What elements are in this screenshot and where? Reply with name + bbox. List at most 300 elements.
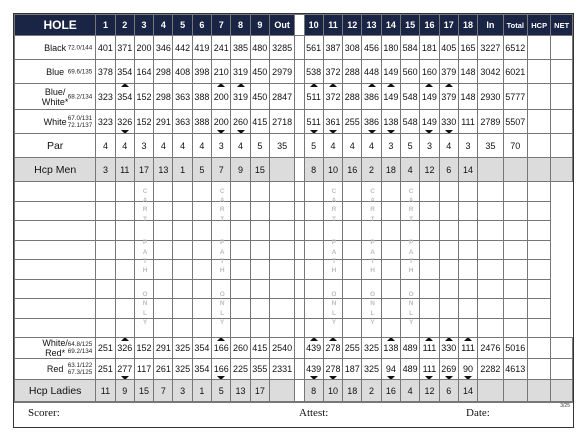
score-entry-field[interactable] [231, 240, 250, 260]
grand-total: 4613 [503, 359, 527, 380]
footer-divider [14, 401, 573, 402]
player-score-row [15, 240, 573, 260]
yardage-value: 439 [306, 364, 322, 374]
yardage-value: 386 [364, 116, 380, 127]
down-arrow-icon [310, 130, 318, 134]
yardage-cell [401, 338, 420, 359]
yardage-value: 278 [325, 364, 341, 374]
score-entry-field[interactable] [420, 260, 439, 280]
score-entry-field[interactable] [343, 279, 362, 299]
score-entry-field[interactable] [231, 318, 250, 338]
score-entry-field[interactable] [269, 279, 294, 299]
score-entry-field[interactable] [115, 299, 134, 319]
gap-cell [295, 134, 304, 158]
yardage-cell [439, 338, 458, 359]
cart-path-word: P A T H [219, 239, 225, 275]
yardage-value: 398 [194, 66, 210, 77]
score-entry-field[interactable] [381, 318, 400, 338]
score-entry-field[interactable] [96, 201, 115, 221]
score-entry-field[interactable] [343, 221, 362, 241]
yardage-value: 361 [325, 116, 341, 127]
score-entry-field[interactable] [269, 299, 294, 319]
out-total: 2331 [269, 359, 294, 380]
yardage-value: 330 [441, 116, 457, 127]
score-entry-field[interactable] [343, 201, 362, 221]
score-entry-field[interactable] [192, 260, 211, 280]
yardage-cell [323, 36, 342, 60]
score-entry-field[interactable] [503, 201, 527, 221]
score-entry-field[interactable] [154, 279, 173, 299]
score-entry-field[interactable] [527, 240, 550, 260]
tee-row [15, 84, 573, 110]
grand-total: 6512 [503, 36, 527, 60]
value-cell: 4 [323, 134, 342, 158]
hcp-cell [527, 158, 550, 182]
down-arrow-icon [329, 130, 337, 134]
score-entry-field[interactable] [231, 299, 250, 319]
score-entry-field[interactable] [173, 260, 192, 280]
value-cell: 14 [458, 380, 477, 403]
up-arrow-icon [217, 338, 225, 342]
up-arrow-icon [425, 338, 433, 342]
score-entry-field[interactable] [478, 279, 503, 299]
player-score-row [15, 260, 573, 280]
score-entry-field[interactable] [192, 299, 211, 319]
cart-path-word: C A R T [219, 187, 225, 223]
score-entry-field[interactable] [343, 240, 362, 260]
score-entry-field[interactable] [96, 318, 115, 338]
value-cell: 3 [420, 134, 439, 158]
score-entry-field[interactable] [269, 240, 294, 260]
score-entry-field[interactable] [439, 221, 458, 241]
gap-cell [295, 240, 304, 260]
yardage-value: 548 [402, 116, 418, 127]
score-entry-field[interactable] [503, 221, 527, 241]
value-cell: 2 [362, 158, 381, 182]
score-entry-field[interactable] [503, 260, 527, 280]
score-entry-field[interactable] [343, 299, 362, 319]
score-entry-field[interactable] [250, 221, 269, 241]
yardage-value: 379 [441, 91, 457, 102]
score-entry-field[interactable] [96, 221, 115, 241]
score-entry-field[interactable] [231, 260, 250, 280]
score-entry-field[interactable] [439, 201, 458, 221]
yardage-value: 251 [97, 364, 113, 374]
player-score-row [15, 299, 573, 319]
score-entry-field[interactable] [304, 260, 323, 280]
value-cell: 11 [115, 158, 134, 182]
yardage-cell [96, 110, 115, 134]
net-cell [551, 380, 573, 403]
value-cell: 9 [115, 380, 134, 403]
row-label: Par [15, 134, 96, 158]
score-entry-field[interactable] [154, 221, 173, 241]
cart-path-word: P A T H [142, 239, 148, 275]
grand-total: 70 [503, 134, 527, 158]
value-cell: 6 [439, 158, 458, 182]
row-label: Hcp Ladies [15, 380, 96, 403]
score-entry-field[interactable] [154, 260, 173, 280]
score-entry-field[interactable] [478, 260, 503, 280]
score-entry-field[interactable] [478, 201, 503, 221]
score-entry-field[interactable] [343, 182, 362, 202]
score-entry-field[interactable] [503, 240, 527, 260]
score-entry-field[interactable] [343, 318, 362, 338]
out-total: 2718 [269, 110, 294, 134]
yardage-value: 442 [175, 42, 191, 53]
score-entry-field[interactable] [192, 279, 211, 299]
score-entry-field[interactable] [458, 260, 477, 280]
score-entry-field[interactable] [231, 221, 250, 241]
value-cell: 15 [134, 380, 153, 403]
score-entry-field[interactable] [269, 318, 294, 338]
in-total: 2789 [478, 110, 503, 134]
rating-slope-value: 67.0/131 [67, 114, 93, 122]
score-entry-field[interactable] [458, 201, 477, 221]
value-cell: 11 [96, 380, 115, 403]
score-entry-field[interactable] [439, 318, 458, 338]
yardage-cell [323, 338, 342, 359]
score-entry-field[interactable] [192, 201, 211, 221]
yardage-value: 291 [155, 343, 171, 353]
yardage-value: 325 [175, 343, 191, 353]
score-entry-field[interactable] [115, 201, 134, 221]
score-entry-field[interactable] [458, 182, 477, 202]
down-arrow-icon [329, 376, 337, 380]
yardage-cell [134, 110, 153, 134]
down-arrow-icon [445, 376, 453, 380]
value-cell: 12 [420, 158, 439, 182]
yardage-cell [401, 36, 420, 60]
score-entry-field[interactable] [527, 182, 550, 202]
score-entry-field[interactable] [269, 182, 294, 202]
yardage-cell [212, 338, 231, 359]
yardage-value: 363 [175, 116, 191, 127]
score-entry-field[interactable] [458, 240, 477, 260]
score-entry-field[interactable] [439, 182, 458, 202]
player-name-field[interactable] [15, 260, 96, 280]
gap-cell [295, 279, 304, 299]
score-entry-field[interactable] [304, 240, 323, 260]
score-entry-field[interactable] [192, 182, 211, 202]
score-entry-field[interactable] [458, 221, 477, 241]
score-entry-field[interactable] [439, 279, 458, 299]
header-row [15, 15, 573, 36]
score-entry-field[interactable] [96, 299, 115, 319]
yardage-value: 241 [213, 42, 229, 53]
value-cell: 6 [439, 380, 458, 403]
tee-row [15, 60, 573, 84]
yardage-cell [192, 338, 211, 359]
score-entry-field[interactable] [173, 201, 192, 221]
hole-number: 10 [304, 15, 323, 36]
score-entry-field[interactable] [503, 318, 527, 338]
version-label: 3/25 [560, 403, 570, 409]
yardage-cell [115, 36, 134, 60]
score-entry-field[interactable] [115, 260, 134, 280]
in-total [478, 380, 503, 403]
hole-number: 4 [154, 15, 173, 36]
yardage-value: 363 [175, 91, 191, 102]
yardage-cell [343, 84, 362, 110]
score-entry-field[interactable] [154, 201, 173, 221]
in-total: 2930 [478, 84, 503, 110]
down-arrow-icon [464, 376, 472, 380]
score-entry-field[interactable] [304, 299, 323, 319]
down-arrow-icon [121, 376, 129, 380]
score-entry-field[interactable] [420, 221, 439, 241]
score-entry-field[interactable] [96, 240, 115, 260]
out-total [269, 380, 294, 403]
hcp-men-row [15, 158, 573, 182]
score-entry-field[interactable] [381, 182, 400, 202]
value-cell: 10 [323, 380, 342, 403]
score-entry-field[interactable] [269, 201, 294, 221]
score-entry-field[interactable] [250, 260, 269, 280]
score-entry-field[interactable] [478, 182, 503, 202]
yardage-cell [134, 60, 153, 84]
player-name-field[interactable] [15, 182, 96, 202]
yardage-value: 584 [402, 42, 418, 53]
grand-total [503, 158, 527, 182]
score-entry-field[interactable] [381, 260, 400, 280]
value-cell: 4 [115, 134, 134, 158]
score-entry-field[interactable] [458, 318, 477, 338]
yardage-value: 379 [441, 66, 457, 77]
score-entry-field[interactable] [420, 182, 439, 202]
yardage-cell [439, 36, 458, 60]
value-cell: 7 [212, 158, 231, 182]
hcp-cell [527, 338, 550, 359]
player-name-field[interactable] [15, 221, 96, 241]
score-entry-field[interactable] [527, 221, 550, 241]
score-entry-field[interactable] [478, 221, 503, 241]
score-entry-field[interactable] [250, 299, 269, 319]
yardage-value: 319 [233, 66, 249, 77]
score-entry-field[interactable] [250, 182, 269, 202]
score-entry-field[interactable] [439, 299, 458, 319]
par-row [15, 134, 573, 158]
yardage-value: 325 [175, 364, 191, 374]
score-entry-field[interactable] [173, 279, 192, 299]
score-entry-field[interactable] [381, 240, 400, 260]
score-entry-field[interactable] [478, 299, 503, 319]
score-entry-field[interactable] [250, 201, 269, 221]
up-arrow-icon [387, 84, 395, 88]
hcp-cell [527, 60, 550, 84]
score-entry-field[interactable] [527, 201, 550, 221]
tee-name [15, 359, 96, 380]
score-entry-field[interactable] [250, 240, 269, 260]
down-arrow-icon [387, 130, 395, 134]
scorecard [13, 13, 574, 428]
yardage-cell [96, 359, 115, 380]
yardage-value: 260 [233, 116, 249, 127]
score-entry-field[interactable] [503, 182, 527, 202]
score-entry-field[interactable] [231, 182, 250, 202]
yardage-cell [458, 84, 477, 110]
attest-label: Attest: [299, 407, 329, 419]
yardage-value: 210 [213, 66, 229, 77]
score-entry-field[interactable] [304, 279, 323, 299]
score-entry-field[interactable] [96, 182, 115, 202]
yardage-cell [420, 84, 439, 110]
yardage-value: 149 [383, 66, 399, 77]
player-name-field[interactable] [15, 279, 96, 299]
score-entry-field[interactable] [115, 182, 134, 202]
yardage-cell [420, 110, 439, 134]
score-entry-field[interactable] [527, 279, 550, 299]
yardage-value: 388 [194, 116, 210, 127]
score-entry-field[interactable] [420, 279, 439, 299]
score-entry-field[interactable] [231, 279, 250, 299]
score-entry-field[interactable] [115, 240, 134, 260]
player-name-field[interactable] [15, 201, 96, 221]
score-entry-field[interactable] [381, 279, 400, 299]
yardage-cell [154, 60, 173, 84]
score-entry-field[interactable] [269, 260, 294, 280]
yardage-value: 450 [252, 91, 268, 102]
score-entry-field[interactable] [304, 182, 323, 202]
in-total: 3042 [478, 60, 503, 84]
score-entry-field[interactable] [503, 279, 527, 299]
value-cell: 17 [134, 158, 153, 182]
score-entry-field[interactable] [381, 201, 400, 221]
score-entry-field[interactable] [173, 182, 192, 202]
score-entry-field[interactable] [420, 318, 439, 338]
value-cell: 7 [154, 380, 173, 403]
score-entry-field[interactable] [458, 299, 477, 319]
rating-slope-value: 69.2/134 [67, 348, 93, 355]
score-entry-field[interactable] [527, 260, 550, 280]
score-entry-field[interactable] [250, 318, 269, 338]
score-entry-field[interactable] [304, 318, 323, 338]
score-entry-field[interactable] [231, 201, 250, 221]
yardage-value: 489 [402, 364, 418, 374]
score-entry-field[interactable] [173, 221, 192, 241]
value-cell: 9 [231, 158, 250, 182]
score-entry-field[interactable] [503, 299, 527, 319]
score-entry-field[interactable] [173, 240, 192, 260]
player-score-row [15, 318, 573, 338]
score-entry-field[interactable] [381, 299, 400, 319]
yardage-cell [343, 60, 362, 84]
cart-path-label [402, 187, 421, 328]
hole-header: HOLE [15, 15, 96, 36]
hcp-cell [527, 134, 550, 158]
yardage-cell [323, 110, 342, 134]
score-entry-field[interactable] [381, 221, 400, 241]
value-cell: 4 [96, 134, 115, 158]
player-name-field[interactable] [15, 318, 96, 338]
yardage-value: 166 [213, 343, 229, 353]
score-entry-field[interactable] [269, 221, 294, 241]
score-entry-field[interactable] [527, 299, 550, 319]
score-entry-field[interactable] [250, 279, 269, 299]
course-rating [68, 115, 93, 129]
net-cell [551, 158, 573, 182]
score-entry-field[interactable] [96, 260, 115, 280]
yardage-cell [381, 359, 400, 380]
value-cell: 2 [362, 380, 381, 403]
yardage-cell [250, 60, 269, 84]
score-entry-field[interactable] [304, 221, 323, 241]
score-entry-field[interactable] [192, 221, 211, 241]
score-entry-field[interactable] [173, 318, 192, 338]
value-cell: 3 [134, 134, 153, 158]
grand-total [503, 380, 527, 403]
player-name-field[interactable] [15, 299, 96, 319]
yardage-value: 385 [233, 42, 249, 53]
score-entry-field[interactable] [458, 279, 477, 299]
hole-number: 12 [343, 15, 362, 36]
gap-cell [295, 299, 304, 319]
score-entry-field[interactable] [192, 240, 211, 260]
score-entry-field[interactable] [154, 240, 173, 260]
score-entry-field[interactable] [478, 240, 503, 260]
down-arrow-icon [425, 376, 433, 380]
player-name-field[interactable] [15, 240, 96, 260]
hcp-cell [527, 36, 550, 60]
yardage-value: 561 [306, 42, 322, 53]
score-entry-field[interactable] [478, 318, 503, 338]
yardage-cell [231, 84, 250, 110]
score-entry-field[interactable] [439, 240, 458, 260]
yardage-cell [304, 84, 323, 110]
score-entry-field[interactable] [439, 260, 458, 280]
cart-path-label [213, 187, 232, 328]
value-cell: 4 [362, 134, 381, 158]
score-entry-field[interactable] [154, 299, 173, 319]
tee-name [15, 36, 96, 60]
value-cell: 5 [401, 134, 420, 158]
score-entry-field[interactable] [115, 221, 134, 241]
yardage-value: 152 [136, 116, 152, 127]
yardage-cell [420, 60, 439, 84]
yardage-cell [381, 110, 400, 134]
yardage-cell [458, 338, 477, 359]
yardage-value: 94 [385, 364, 396, 374]
hole-number: 8 [231, 15, 250, 36]
score-entry-field[interactable] [115, 279, 134, 299]
score-entry-field[interactable] [173, 299, 192, 319]
yardage-cell [381, 60, 400, 84]
yardage-cell [134, 359, 153, 380]
score-entry-field[interactable] [420, 201, 439, 221]
net-cell [551, 36, 573, 60]
score-entry-field[interactable] [527, 318, 550, 338]
score-entry-field[interactable] [115, 318, 134, 338]
player-score-row [15, 221, 573, 241]
score-entry-field[interactable] [420, 299, 439, 319]
score-entry-field[interactable] [343, 260, 362, 280]
cart-path-word: P A T H [408, 239, 414, 275]
yardage-cell [420, 36, 439, 60]
yardage-cell [115, 110, 134, 134]
score-entry-field[interactable] [154, 318, 173, 338]
yardage-cell [173, 359, 192, 380]
score-entry-field[interactable] [96, 279, 115, 299]
value-cell: 3 [212, 134, 231, 158]
score-entry-field[interactable] [154, 182, 173, 202]
yardage-cell [154, 338, 173, 359]
score-entry-field[interactable] [192, 318, 211, 338]
yardage-cell [231, 60, 250, 84]
score-entry-field[interactable] [420, 240, 439, 260]
score-entry-field[interactable] [304, 201, 323, 221]
course-rating [68, 44, 93, 51]
grand-total: 6021 [503, 60, 527, 84]
